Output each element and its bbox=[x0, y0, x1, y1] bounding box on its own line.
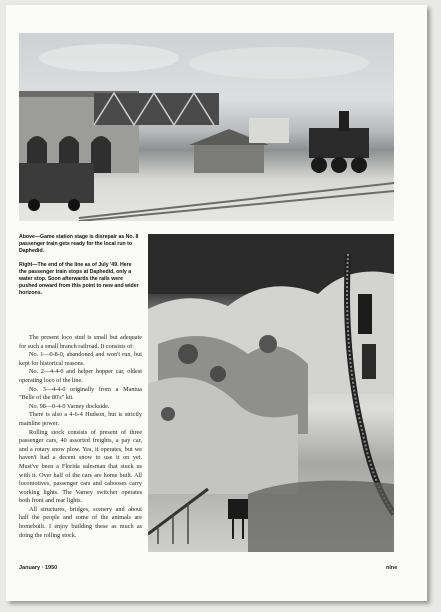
article-paragraph: No. 1—0-8-0, abandoned and won't run, but kept for historical reasons. bbox=[19, 351, 142, 367]
article-paragraph: No. 98—0-4-0 Varney dockside. bbox=[29, 402, 110, 410]
page-number: nine bbox=[386, 565, 398, 571]
top-photo-caption: Above—Game station stage is disrepair as No. 8 passenger train gets ready for the local run to Daphedid. bbox=[19, 234, 139, 254]
mountain-layout-photo bbox=[148, 234, 394, 552]
article-paragraph: No. 2—4-4-0 and helper hopper car, oldest operating loco of the line. bbox=[19, 368, 142, 384]
article-paragraph: No. 3—4-4-0 originally from a Mantua "Belle of the 80's" kit. bbox=[19, 385, 142, 402]
article-body bbox=[19, 334, 142, 540]
article-paragraph: All structures, bridges, scenery and about half the people and some of the animals are homebuilt. I enjoy building these as much as doing the rolling stock. bbox=[19, 505, 142, 539]
right-photo-caption: Right—The end of the line as of July '49. Here the passenger train stops at Daphedid, only a water stop. Soon afterwards the rails were pushed onward from this point to new and wider horizons. bbox=[19, 262, 139, 296]
article-paragraph: There is also a 4-6-4 Hudson, but is strictly mainline power. bbox=[19, 411, 142, 427]
issue-date: January · 1950 bbox=[19, 565, 58, 571]
station-train-photo bbox=[19, 33, 394, 221]
article-paragraph: Rolling stock consists of present of three passenger cars, 40 assorted freights, a pay car, and a rotary snow plow. Yes, it operates, but we haven't had a decent snow to use it on yet. Must've been a Florida salesman that stuck us with it. Over half of the cars are home built. All locomotives, passenger cars and cabooses carry working lights. The Varney switcher operates both front and rear lights. bbox=[19, 428, 142, 505]
article-paragraph: The present loco stud is small but adequate for such a small branch railroad. It consists of: bbox=[19, 334, 142, 350]
